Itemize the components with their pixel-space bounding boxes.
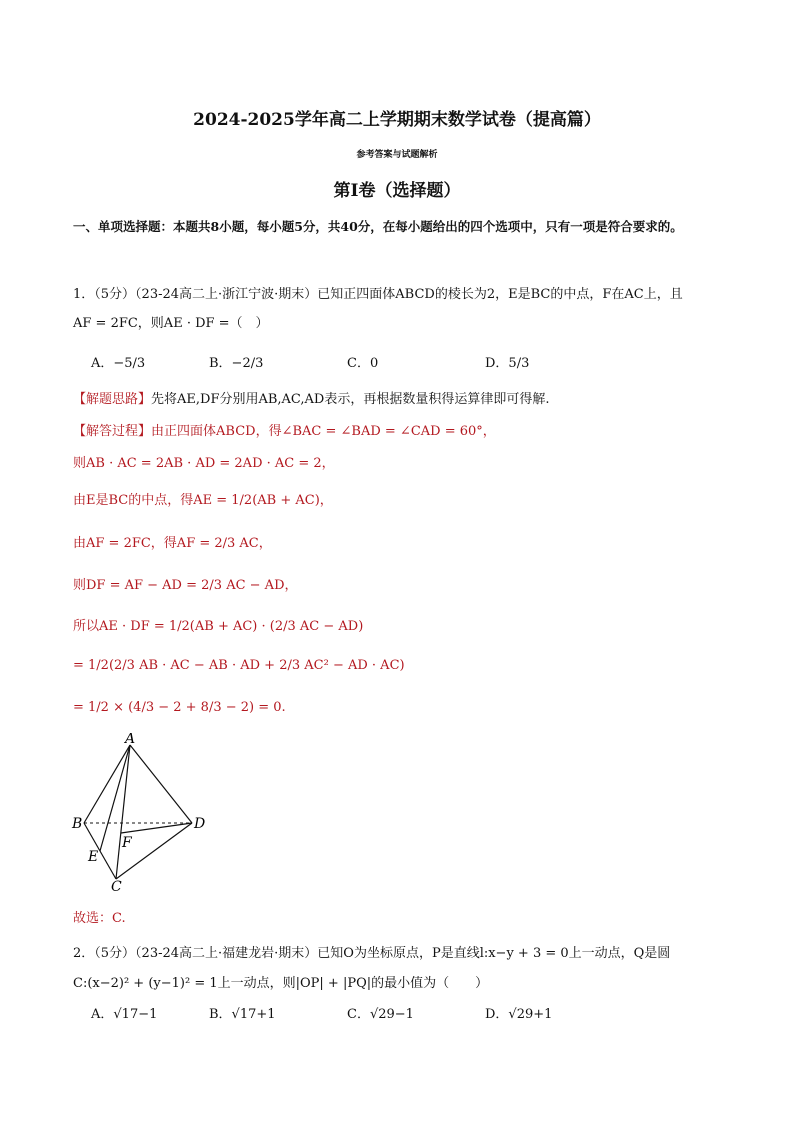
q1-line1: 1．（5分）（23-24高二上·浙江宁波·期末）已知正四面体ABCD的棱长为2，E是BC的中点，F在AC上，且 (73, 287, 683, 302)
q1-process (73, 420, 496, 439)
q1-line2: AF = 2FC，则AE · DF =（ ） (73, 316, 269, 331)
tetrahedron-figure (70, 733, 220, 893)
step-4: 则DF = AF − AD = 2/3 AC − AD， (73, 578, 298, 593)
step-0: 由正四面体ABCD，得∠BAC = ∠BAD = ∠CAD = 60°， (151, 424, 496, 439)
page-subtitle: 参考答案与试题解析 (356, 150, 438, 160)
q2-option-b: B．√17+1 (209, 1007, 276, 1022)
idea-text: 先将AE,DF分别用AB,AC,AD表示，再根据数量积得运算律即可得解. (151, 392, 550, 407)
page-title: 2024-2025学年高二上学期期末数学试卷（提高篇） (193, 110, 601, 130)
q1-option-d: D．5/3 (485, 356, 530, 371)
q2-line2: C:(x−2)² + (y−1)² = 1上一动点，则|OP| + |PQ|的最小值为（ ） (73, 976, 489, 991)
label-b: B (72, 816, 83, 832)
label-c: C (111, 879, 122, 893)
idea-label: 【解题思路】 (73, 392, 152, 407)
edge-cd (116, 823, 192, 879)
label-a: A (125, 733, 136, 747)
q2-option-c: C．√29−1 (347, 1007, 414, 1022)
label-f: F (122, 835, 132, 851)
q1-option-a: A．−5/3 (91, 356, 146, 371)
label-e: E (88, 849, 99, 865)
edge-ad (130, 745, 192, 823)
step-5: 所以AE · DF = 1/2(AB + AC) · (2/3 AC − AD) (73, 619, 364, 634)
part-heading: 第I卷（选择题） (333, 181, 461, 201)
process-label: 【解答过程】 (73, 424, 152, 439)
step-7: = 1/2 × (4/3 − 2 + 8/3 − 2) = 0. (73, 700, 286, 715)
step-3: 由AF = 2FC，得AF = 2/3 AC， (73, 536, 272, 551)
step-6: = 1/2(2/3 AB · AC − AB · AD + 2/3 AC² − AD · AC) (73, 658, 405, 673)
q2-option-a: A．√17−1 (91, 1007, 158, 1022)
q1-option-b: B．−2/3 (209, 356, 264, 371)
q2-line1: 2．（5分）（23-24高二上·福建龙岩·期末）已知O为坐标原点，P是直线l:x−y + 3 = 0上一动点，Q是圆 (73, 946, 671, 961)
step-1: 则AB · AC = 2AB · AD = 2AD · AC = 2， (73, 456, 335, 471)
label-d: D (194, 816, 206, 832)
q1-idea (73, 388, 550, 407)
step-2: 由E是BC的中点，得AE = 1/2(AB + AC)， (73, 493, 333, 508)
q2-option-d: D．√29+1 (485, 1007, 553, 1022)
q1-answer: 故选：C. (73, 911, 126, 926)
section-heading: 一、单项选择题：本题共8小题，每小题5分，共40分，在每小题给出的四个选项中，只有一项是符合要求的。 (73, 219, 683, 234)
q1-option-c: C．0 (347, 356, 379, 371)
